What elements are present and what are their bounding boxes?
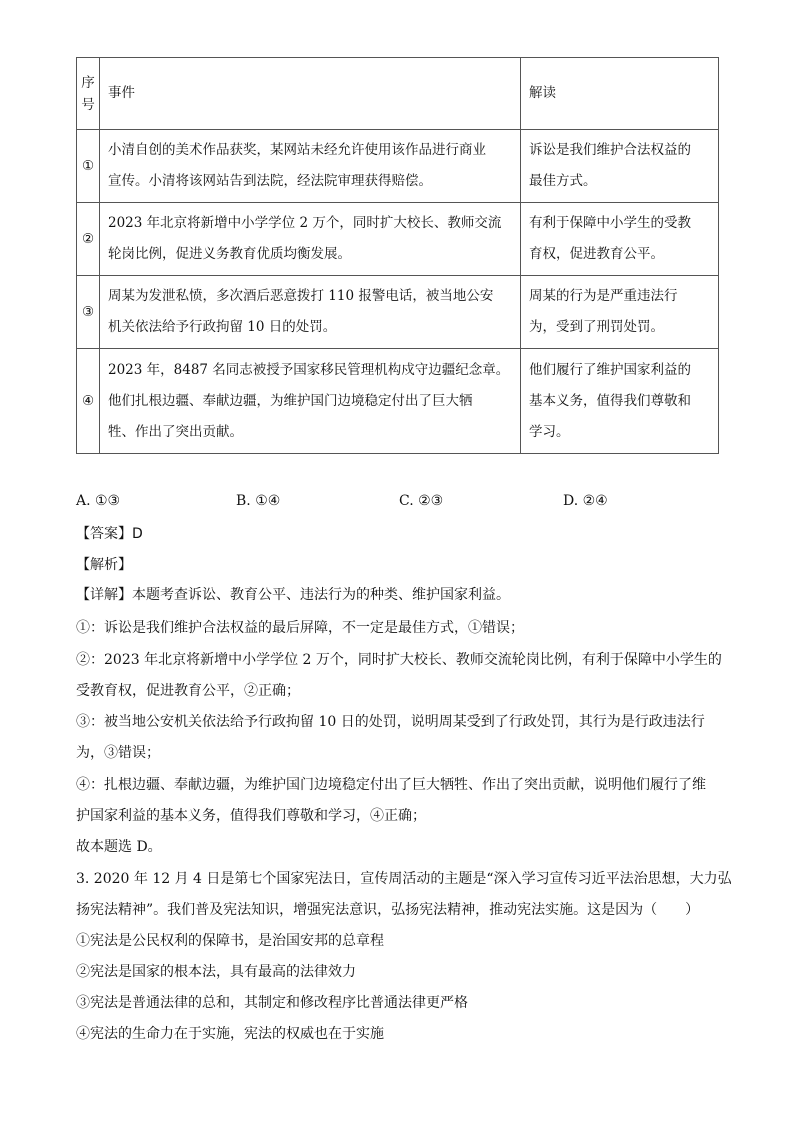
table-row [77,276,719,349]
question-stem-line: 3. 2020 年 12 月 4 日是第七个国家宪法日，宣传周活动的主题是“深入学习宣传习近平法治思想，大力弘 [76,871,732,887]
event-line: 牲、作出了突出贡献。 [108,423,243,440]
option-b: B. ①④ [236,493,281,509]
interp-line: 有利于保障中小学生的受教 [529,215,691,231]
option-d: D. ②④ [563,493,608,509]
row-event [100,130,521,203]
row-event [100,276,521,349]
event-line: 周某为发泄私愤，多次酒后恶意拨打 110 报警电话，被当地公安 [108,288,494,304]
answer-options [76,493,716,515]
table-header-row [77,58,719,130]
row-num: ② [77,203,100,276]
event-line: 机关依法给予行政拘留 10 日的处罚。 [108,319,337,335]
event-line: 2023 年，8487 名同志被授予国家移民管理机构戍守边疆纪念章。 [108,361,510,378]
interp-line: 为，受到了刑罚处罚。 [529,319,664,335]
explanation-line: 护国家利益的基本义务，值得我们尊敬和学习，④正确； [76,808,426,824]
statement-item: ①宪法是公民权利的保障书，是治国安邦的总章程 [76,933,384,949]
statement-item: ④宪法的生命力在于实施，宪法的权威也在于实施 [76,1026,384,1042]
row-num: ③ [77,276,100,349]
explanation-line: ③：被当地公安机关依法给予行政拘留 10 日的处罚，说明周某受到了行政处罚，其行为是行政违法行 [76,714,705,730]
event-table [76,57,719,454]
conclusion-line: 故本题选 D。 [76,839,162,855]
interp-line: 最佳方式。 [529,173,597,189]
table-row [77,130,719,203]
interp-line: 基本义务，值得我们尊敬和 [529,392,691,409]
interp-line: 周某的行为是严重违法行 [529,288,678,304]
explanation-line: 【详解】本题考查诉讼、教育公平、违法行为的种类、维护国家利益。 [76,587,510,603]
header-event: 事件 [100,58,521,130]
row-num: ④ [77,349,100,454]
row-interpretation [521,203,719,276]
event-line: 宣传。小清将该网站告到法院，经法院审理获得赔偿。 [108,173,432,189]
header-interpretation: 解读 [521,58,719,130]
interp-line: 诉讼是我们维护合法权益的 [529,142,691,158]
question-stem-line: 扬宪法精神”。我们普及宪法知识，增强宪法意识，弘扬宪法精神，推动宪法实施。这是因为（ ） [76,902,700,918]
interp-line: 他们履行了维护国家利益的 [529,361,691,378]
row-interpretation [521,349,719,454]
answer-line: 【答案】D [76,526,143,542]
header-seq: 序号 [77,58,100,130]
explanation-line: 为，③错误； [76,745,160,761]
event-line: 轮岗比例，促进义务教育优质均衡发展。 [108,246,351,262]
interp-line: 育权，促进教育公平。 [529,246,664,262]
statement-item: ②宪法是国家的根本法，具有最高的法律效力 [76,964,356,980]
event-line: 2023 年北京将新增中小学学位 2 万个，同时扩大校长、教师交流 [108,215,502,231]
explanation-line: ②：2023 年北京将新增中小学学位 2 万个，同时扩大校长、教师交流轮岗比例，有利于保障中小学生的 [76,652,722,668]
statement-item: ③宪法是普通法律的总和，其制定和修改程序比普通法律更严格 [76,995,468,1011]
row-event [100,203,521,276]
row-interpretation [521,276,719,349]
option-a: A. ①③ [76,493,121,509]
interp-line: 学习。 [529,423,570,440]
table-row [77,349,719,454]
analysis-label: 【解析】 [76,557,132,573]
explanation-line: ④：扎根边疆、奉献边疆，为维护国门边境稳定付出了巨大牺牲、作出了突出贡献，说明他们履行了维 [76,777,706,793]
event-line: 小清自创的美术作品获奖，某网站未经允许使用该作品进行商业 [108,142,486,158]
event-line: 他们扎根边疆、奉献边疆，为维护国门边境稳定付出了巨大牺 [108,392,473,409]
row-event [100,349,521,454]
row-num: ① [77,130,100,203]
option-c: C. ②③ [399,493,444,509]
explanation-line: ①：诉讼是我们维护合法权益的最后屏障，不一定是最佳方式，①错误； [76,620,524,636]
row-interpretation [521,130,719,203]
table-row [77,203,719,276]
explanation-line: 受教育权，促进教育公平，②正确； [76,683,300,699]
